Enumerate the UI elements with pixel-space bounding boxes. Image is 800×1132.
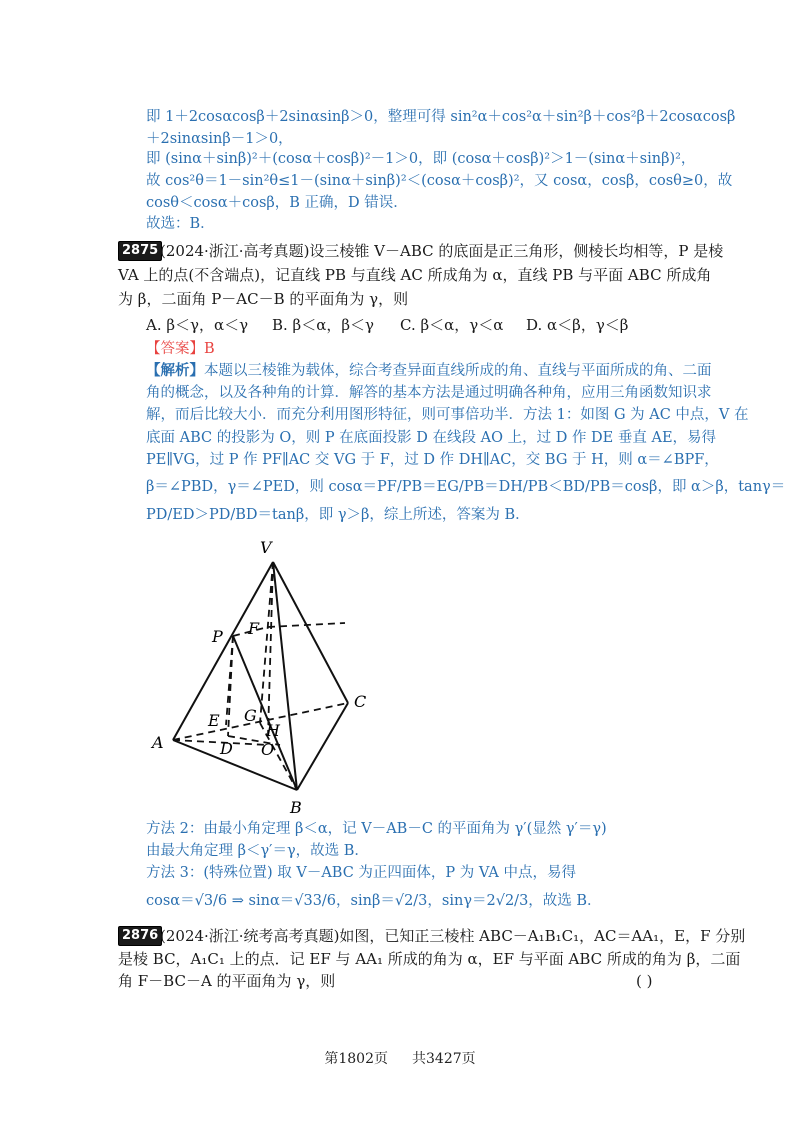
- prev-solution-line: 故选：B．: [146, 216, 215, 232]
- prev-solution-line: ＋2sinαsinβ－1＞0，: [146, 131, 293, 147]
- label-e: E: [208, 711, 220, 730]
- question-stem-line: (2024·浙江·统考高考真题)如图，已知正三棱柱 ABC－A₁B₁C₁，AC＝AA₁，E，F 分别: [160, 927, 746, 945]
- label-a: A: [152, 733, 164, 752]
- option-a: A. β＜γ，α＜γ: [146, 316, 249, 334]
- prev-solution-line: 即 1＋2cosαcosβ＋2sinαsinβ＞0，整理可得 sin²α＋cos²α＋sin²β＋cos²β＋2cosαcosβ: [146, 109, 736, 125]
- answer-value: B: [204, 341, 215, 357]
- method-line: 由最大角定理 β＜γ′＝γ，故选 B．: [146, 843, 369, 859]
- label-v: V: [260, 538, 272, 557]
- page-footer: [0, 1048, 800, 1068]
- label-o: O: [261, 740, 275, 759]
- total-pages: 共3427页: [412, 1051, 476, 1067]
- options-row: [146, 314, 686, 336]
- method-line: 方法 3：(特殊位置) 取 V－ABC 为正四面体，P 为 VA 中点，易得: [146, 865, 576, 881]
- question-stem-line: VA 上的点(不含端点)，记直线 PB 与直线 AC 所成角为 α，直线 PB 与平面 ABC 所成角: [118, 266, 712, 284]
- solution-line: β＝∠PBD，γ＝∠PED，则 cosα＝PF/PB＝EG/PB＝DH/PB＜BD/PB＝cosβ，即 α＞β，tanγ＝: [146, 479, 786, 495]
- solution-line: PD/ED＞PD/BD＝tanβ，即 γ＞β，综上所述，答案为 B．: [146, 507, 530, 523]
- solution-line: 角的概念，以及各种角的计算．解答的基本方法是通过明确各种角，应用三角函数知识求: [146, 385, 712, 401]
- question-stem-line: 角 F－BC－A 的平面角为 γ，则: [118, 972, 336, 990]
- prev-solution-line: 故 cos²θ＝1－sin²θ≤1－(sinα＋sinβ)²＜(cosα＋cosβ)²，又 cosα，cosβ，cosθ≥0，故: [146, 173, 733, 189]
- solution-text: 本题以三棱锥为载体，综合考查异面直线所成的角、直线与平面所成的角、二面: [204, 363, 712, 379]
- label-h: H: [266, 721, 280, 740]
- label-p: P: [212, 627, 223, 646]
- method-line: 方法 2：由最小角定理 β＜α，记 V－AB－C 的平面角为 γ′(显然 γ′＝γ): [146, 821, 607, 837]
- solution-line: PE∥VG，过 P 作 PF∥AC 交 VG 于 F，过 D 作 DH∥AC，交 BG 于 H，则 α＝∠BPF，: [146, 452, 719, 468]
- tetrahedron-figure: [140, 535, 400, 815]
- question-stem-line: (2024·浙江·高考真题)设三棱锥 V－ABC 的底面是正三角形，侧棱长均相等，P 是棱: [160, 242, 724, 260]
- label-d: D: [220, 739, 233, 758]
- method-line: cosα＝√3/6 ⇒ sinα＝√33/6，sinβ＝√2/3，sinγ＝2√2/3，故选 B．: [146, 893, 602, 909]
- solution-line: [146, 360, 712, 382]
- solution-line: 底面 ABC 的投影为 O，则 P 在底面投影 D 在线段 AO 上，过 D 作 DE 垂直 AE，易得: [146, 430, 717, 446]
- answer-line: [146, 338, 215, 360]
- question-number-badge: 2876: [118, 926, 162, 946]
- option-d: D. α＜β，γ＜β: [526, 316, 629, 334]
- answer-tag: 【答案】: [146, 341, 204, 357]
- solution-tag: 【解析】: [146, 362, 204, 379]
- label-b: B: [290, 798, 302, 815]
- prev-solution-line: cosθ＜cosα＋cosβ，B 正确，D 错误．: [146, 195, 408, 211]
- label-f: F: [248, 619, 260, 638]
- option-c: C. β＜α，γ＜α: [400, 316, 504, 334]
- label-g: G: [244, 706, 257, 725]
- answer-paren: ( ): [636, 972, 653, 990]
- option-b: B. β＜α，β＜γ: [272, 316, 374, 334]
- solution-line: 解，而后比较大小．而充分利用图形特征，则可事倍功半．方法 1：如图 G 为 AC 中点，V 在: [146, 407, 749, 423]
- prev-solution-line: 即 (sinα＋sinβ)²＋(cosα＋cosβ)²－1＞0，即 (cosα＋cosβ)²＞1－(sinα＋sinβ)²，: [146, 151, 696, 167]
- page-number: 第1802页: [324, 1051, 388, 1067]
- question-number-badge: 2875: [118, 241, 162, 261]
- label-c: C: [354, 692, 367, 711]
- question-stem-line: 为 β，二面角 P－AC－B 的平面角为 γ，则: [118, 290, 409, 308]
- question-stem-line: 是棱 BC，A₁C₁ 上的点．记 EF 与 AA₁ 所成的角为 α，EF 与平面 ABC 所成的角为 β，二面: [118, 950, 741, 968]
